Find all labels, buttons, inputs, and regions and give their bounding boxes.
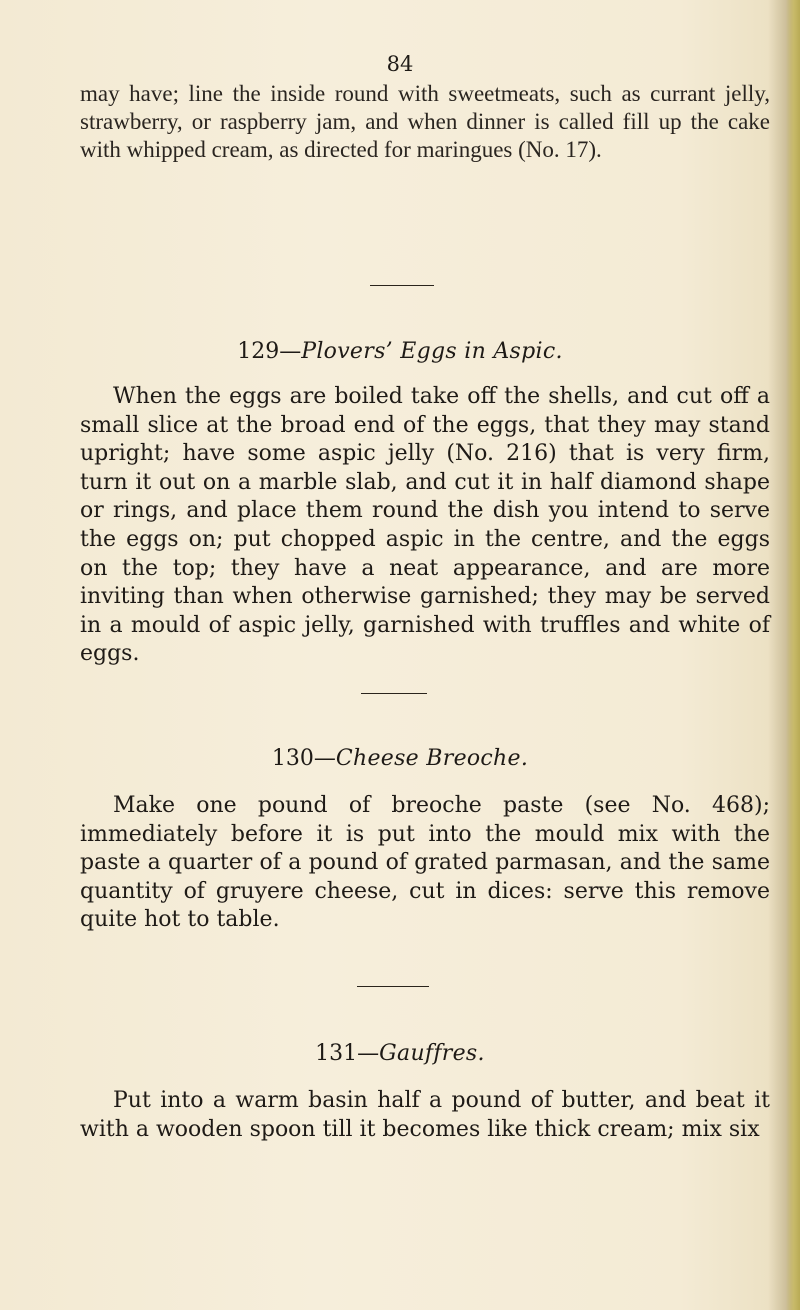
recipe-title: Plovers’ Eggs in Aspic. (301, 339, 563, 364)
recipe-body-129: When the eggs are boiled take off the shells, and cut off a small slice at the broad end of the eggs, that they may stand upright; have some aspic jelly (No. 216) that is very firm, turn it out on a marble slab, and cut it in half diamond shape or rings, and place them round the dish you intend to serve the eggs on; put chopped aspic in the centre, and the eggs on the top; they have a neat appearance, and are more inviting than when otherwise garnished; they may be served in a mould of aspic jelly, garnished with truffles and white of eggs. (80, 384, 770, 667)
recipe-heading-130 (0, 746, 800, 771)
recipe-heading-129 (0, 339, 800, 364)
recipe-body-131: Put into a warm basin half a pound of butter, and beat it with a wooden spoon till it becomes like thick cream; mix six (80, 1088, 770, 1142)
section-divider (370, 285, 434, 286)
continued-paragraph: may have; line the inside round with sweetmeats, such as currant jelly, strawberry, or raspberry jam, and when dinner is called fill up the cake with whipped cream, as directed for maringues (No. 17). (80, 81, 770, 162)
recipe-number: 129— (237, 339, 302, 364)
recipe-number: 130— (271, 746, 336, 771)
page-number: 84 (386, 52, 414, 76)
page-edge (786, 0, 800, 1310)
section-divider (357, 986, 429, 987)
section-divider (361, 693, 427, 694)
recipe-number: 131— (315, 1041, 380, 1066)
recipe-title: Gauffres. (379, 1041, 485, 1066)
recipe-heading-131 (0, 1041, 800, 1066)
recipe-body-130: Make one pound of breoche paste (see No. 468); immediately before it is put into the mould mix with the paste a quarter of a pound of grated parmasan, and the same quantity of gruyere cheese, cut in dices: serve this remove quite hot to table. (80, 793, 770, 933)
recipe-title: Cheese Breoche. (335, 746, 529, 771)
